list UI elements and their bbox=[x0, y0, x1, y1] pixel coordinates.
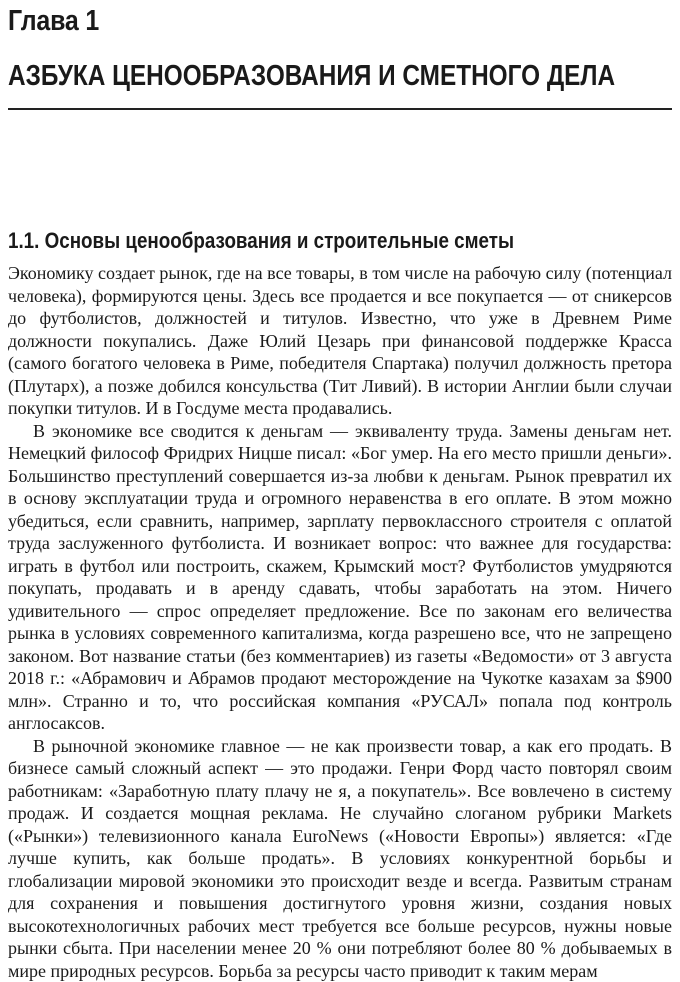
chapter-label: Глава 1 bbox=[8, 4, 99, 38]
section-title: 1.1. Основы ценообразования и строительные сметы bbox=[8, 226, 514, 256]
body-text bbox=[8, 262, 672, 982]
paragraph-1: Экономику создает рынок, где на все товары, в том числе на рабочую силу (потенциал человека), формируются цены. Здесь все продается и все покупается — от сникерсов до футболистов, должностей и титулов. Известно, что уже в Древнем Риме должности покупались. Даже Юлий Цезарь при финансовой поддержке Красса (самого богатого человека в Риме, победителя Спартака) получил должность претора (Плутарх), а позже добился консульства (Тит Ливий). В истории Англии были случаи покупки титулов. И в Госдуме места продавались. bbox=[8, 262, 672, 420]
chapter-title: АЗБУКА ЦЕНООБРАЗОВАНИЯ И СМЕТНОГО ДЕЛА bbox=[8, 58, 615, 94]
paragraph-2: В экономике все сводится к деньгам — эквиваленту труда. Замены деньгам нет. Немецкий философ Фридрих Ницше писал: «Бог умер. На его место пришли деньги». Большинство преступлений совершается из-за любви к деньгам. Рынок превратил их в основу эксплуатации труда и огромного неравенства в его оплате. В этом можно убедиться, если сравнить, например, зарплату первоклассного строителя с оплатой труда заслуженного футболиста. И возникает вопрос: что важнее для государства: играть в футбол или построить, скажем, Крымский мост? Футболистов умудряются покупать, продавать и в аренду сдавать, чтобы заработать на этом. Ничего удивительного — спрос определяет предложение. Все по законам его величества рынка в условиях современного капитализма, когда разрешено все, что не запрещено законом. Вот название статьи (без комментариев) из газеты «Ведомости» от 3 августа 2018 г.: «Абрамович и Абрамов продают месторождение на Чукотке казахам за $900 млн». Странно и то, что российская компания «РУСАЛ» попала под контроль англосаксов. bbox=[8, 420, 672, 735]
paragraph-3: В рыночной экономике главное — не как произвести товар, а как его продать. В бизнесе самый сложный аспект — это продажи. Генри Форд часто повторял своим работникам: «Заработную плату плачу не я, а покупатель». Все вовлечено в систему продаж. И создается мощная реклама. Не случайно слоганом рубрики Markets («Рынки») телевизионного канала EuroNews («Новости Европы») является: «Где лучше купить, как больше продать». В условиях конкурентной борьбы и глобализации мировой экономики это происходит везде и всегда. Развитым странам для сохранения и повышения достигнутого уровня жизни, создания новых высокотехнологичных рабочих мест требуется все больше ресурсов, нужны новые рынки сбыта. При населении менее 20 % они потребляют более 80 % добываемых в мире природных ресурсов. Борьба за ресурсы часто приводит к таким мерам bbox=[8, 735, 672, 982]
book-page bbox=[8, 0, 672, 968]
chapter-divider bbox=[8, 108, 672, 110]
